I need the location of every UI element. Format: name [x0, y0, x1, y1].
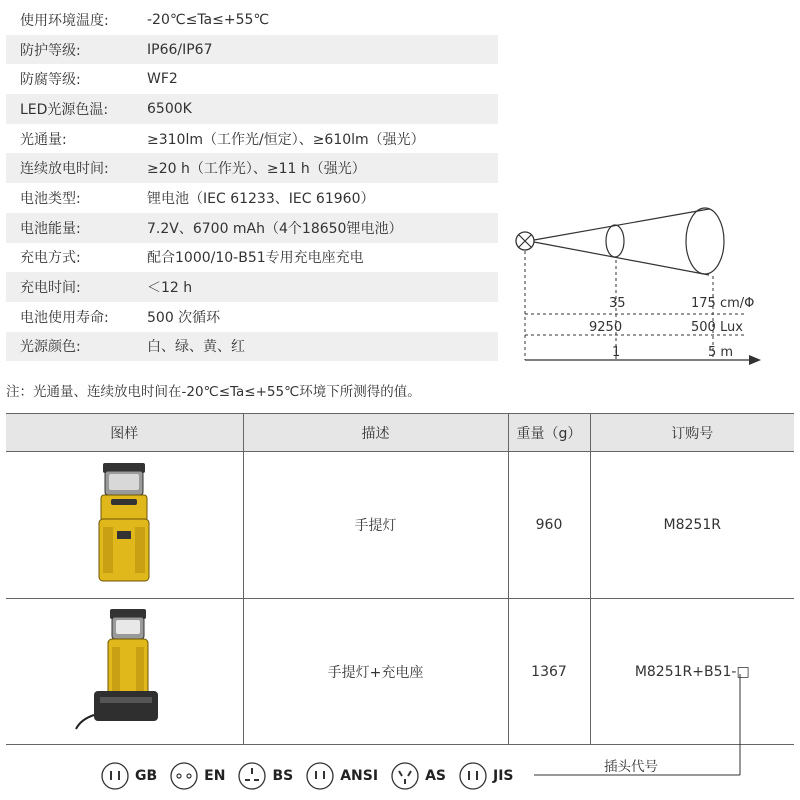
product-table [6, 413, 794, 745]
header-description: 描述 [243, 414, 508, 452]
spec-label: 电池类型: [20, 190, 81, 207]
spec-label: 光通量: [20, 131, 67, 148]
spec-value: 白、绿、黄、红 [147, 339, 245, 356]
spec-label: 连续放电时间: [20, 161, 109, 178]
plug-jis [458, 761, 514, 791]
lux-near-label: 9250 [589, 320, 623, 335]
spec-label: 防腐等级: [20, 72, 81, 89]
spec-label: 充电方式: [20, 250, 81, 267]
bs-plug-icon [237, 761, 267, 791]
spec-label: 电池使用寿命: [20, 309, 109, 326]
beam-diagram [505, 200, 775, 375]
beam-edge-bottom [534, 242, 709, 275]
table-header-row [6, 414, 794, 452]
plug-as [390, 761, 446, 791]
spec-value: 锂电池（IEC 61233、IEC 61960） [147, 190, 375, 207]
as-plug-icon [390, 761, 420, 791]
handlamp-with-charger-image [74, 607, 174, 732]
table-row [6, 452, 794, 599]
header-order-number: 订购号 [590, 414, 794, 452]
diameter-far-label: 175 cm/Φ [691, 296, 755, 311]
spec-value: ≥310lm（工作光/恒定）、≥610lm（强光） [147, 131, 425, 148]
jis-plug-icon [458, 761, 488, 791]
spec-value: ≥20 h（工作光）、≥11 h（强光） [147, 161, 366, 178]
spec-row [6, 332, 498, 362]
product-image-cell [6, 452, 243, 599]
spec-label: 充电时间: [20, 280, 81, 297]
header-weight: 重量（g） [508, 414, 590, 452]
spec-row [6, 124, 498, 154]
plug-code-caption: 插头代号 [604, 759, 658, 775]
spec-label: LED光源色温: [20, 101, 109, 118]
spec-value: WF2 [147, 71, 178, 88]
spec-value: 6500K [147, 100, 192, 117]
plug-type-list [100, 760, 526, 792]
gb-plug-icon [100, 761, 130, 791]
product-order-number: M8251R [590, 452, 794, 599]
product-weight: 960 [508, 452, 590, 599]
spec-row [6, 35, 498, 65]
product-image-cell [6, 599, 243, 745]
spec-value: IP66/IP67 [147, 41, 213, 58]
spec-value: 配合1000/10-B51专用充电座充电 [147, 250, 364, 267]
spec-label: 光源颜色: [20, 339, 81, 356]
plug-label: JIS [492, 768, 514, 784]
diameter-near-label: 35 [609, 296, 626, 311]
plug-label: EN [204, 768, 226, 784]
spec-row [6, 153, 498, 183]
handlamp-image [89, 461, 159, 586]
distance-far-label: 5 m [708, 345, 734, 360]
plug-gb [100, 761, 157, 791]
spec-row [6, 213, 498, 243]
beam-near-ellipse [606, 225, 624, 257]
spec-row [6, 183, 498, 213]
spec-row [6, 243, 498, 273]
axis-arrowhead [749, 355, 761, 365]
spec-value: -20℃≤Ta≤+55℃ [147, 11, 270, 28]
ansi-plug-icon [305, 761, 335, 791]
product-order-number: M8251R+B51-□ [590, 599, 794, 745]
spec-label: 使用环境温度: [20, 12, 109, 29]
en-plug-icon [169, 761, 199, 791]
table-row [6, 599, 794, 745]
spec-label: 电池能量: [20, 220, 81, 237]
product-description: 手提灯+充电座 [243, 599, 508, 745]
plug-label: BS [272, 768, 294, 784]
spec-row [6, 94, 498, 124]
spec-row [6, 302, 498, 332]
footnote: 注：光通量、连续放电时间在-20℃≤Ta≤+55℃环境下所测得的值。 [6, 384, 421, 400]
plug-ansi [305, 761, 378, 791]
spec-row [6, 64, 498, 94]
spec-list [6, 5, 498, 361]
plug-label: AS [425, 768, 446, 784]
spec-label: 防护等级: [20, 42, 81, 59]
distance-near-label: 1 [612, 345, 621, 360]
plug-label: GB [135, 768, 158, 784]
spec-row [6, 5, 498, 35]
product-description: 手提灯 [243, 452, 508, 599]
spec-value: 500 次循环 [147, 309, 221, 326]
product-weight: 1367 [508, 599, 590, 745]
beam-far-ellipse [686, 208, 724, 274]
header-image: 图样 [6, 414, 243, 452]
spec-value: 7.2V、6700 mAh（4个18650锂电池） [147, 220, 403, 237]
plug-bs [237, 761, 293, 791]
plug-label: ANSI [340, 768, 379, 784]
plug-en [169, 761, 225, 791]
spec-value: ＜12 h [147, 280, 193, 297]
beam-edge-top [534, 209, 709, 240]
lux-far-label: 500 Lux [691, 320, 743, 335]
spec-row [6, 272, 498, 302]
